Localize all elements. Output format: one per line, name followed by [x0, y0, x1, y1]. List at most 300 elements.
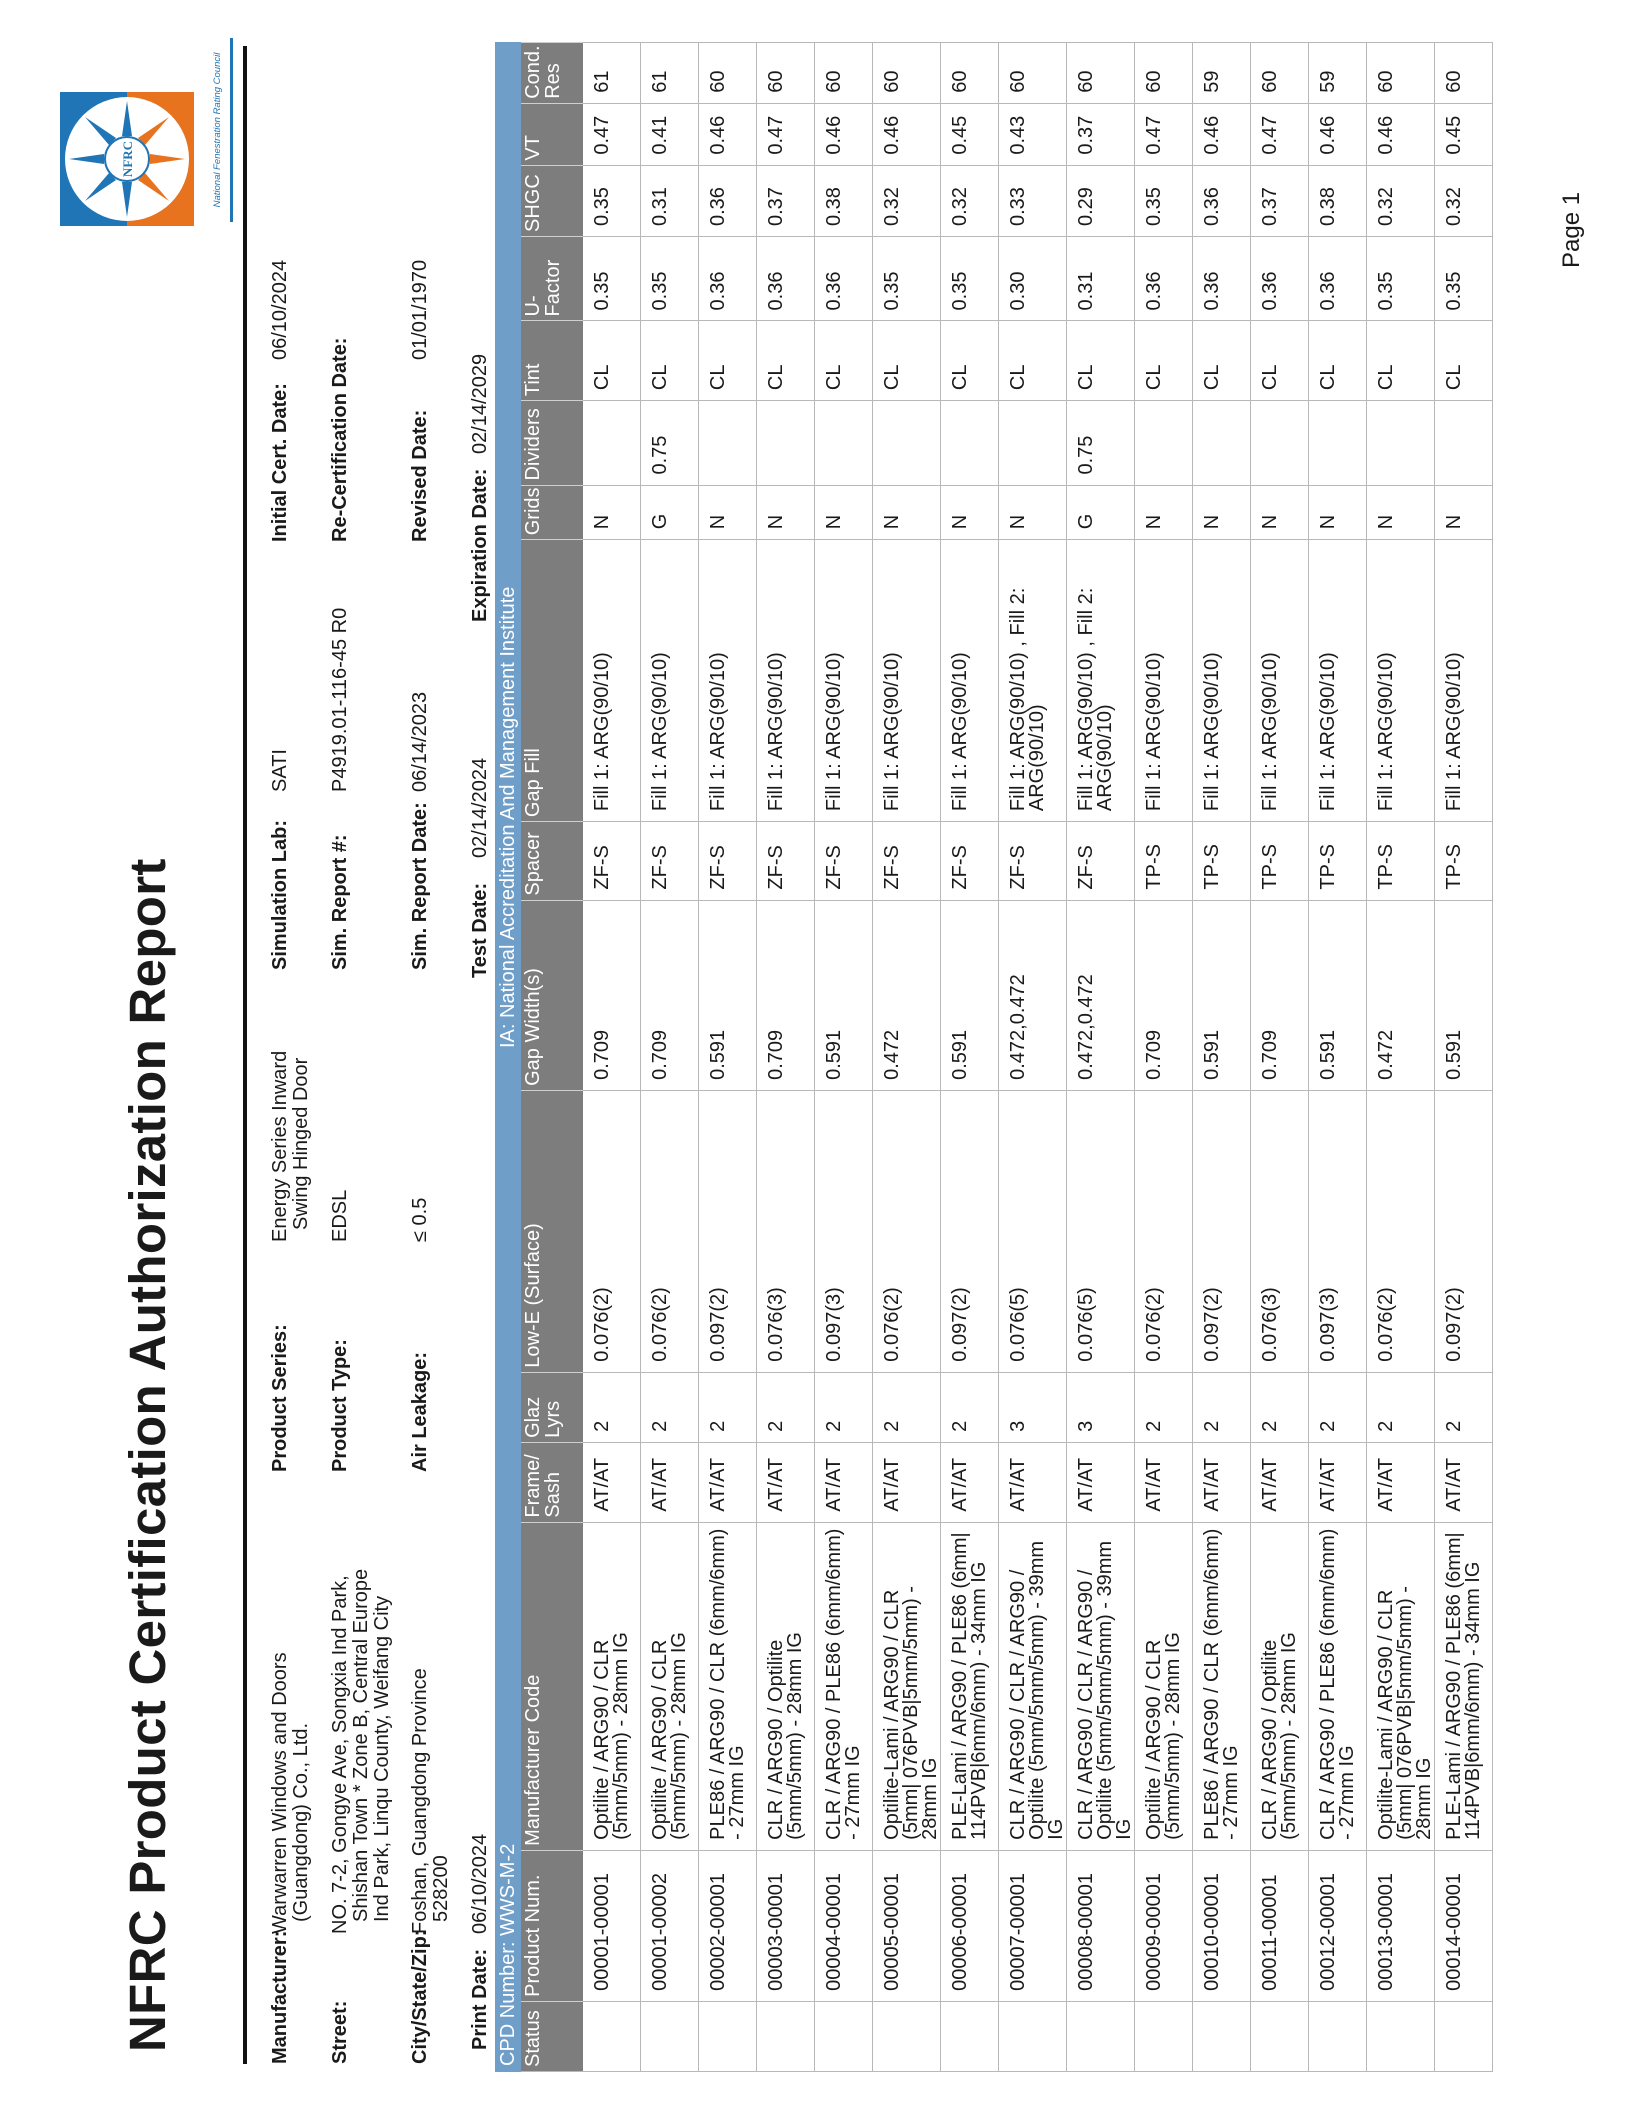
cell-glaz-lyrs: 3 [999, 1372, 1067, 1442]
table-header-row [521, 43, 583, 2072]
cell-frame-sash: AT/AT [999, 1442, 1067, 1522]
cell-u-factor: 0.31 [1067, 237, 1135, 321]
city-label: City/State/Zip: [409, 1929, 431, 2064]
cell-manufacturer-code: Optilite / ARG90 / CLR (5mm/5mm) - 28mm IG [641, 1522, 699, 1850]
cell-gap-fill: Fill 1: ARG(90/10) [699, 540, 757, 822]
cell-gap-width: 0.709 [583, 900, 641, 1090]
cell-gap-width: 0.591 [1193, 900, 1251, 1090]
cell-manufacturer-code: CLR / ARG90 / PLE86 (6mm/6mm) - 27mm IG [1309, 1522, 1367, 1850]
cell-status [1309, 2001, 1367, 2071]
cell-low-e: 0.076(2) [873, 1090, 941, 1372]
cell-dividers [873, 401, 941, 485]
city-value-2: 528200 [430, 1855, 452, 1922]
col-manufacturer-code: Manufacturer Code [521, 1522, 583, 1850]
sim-report-value: P4919.01-116-45 R0 [329, 607, 351, 792]
cell-vt: 0.47 [1251, 103, 1309, 165]
cell-gap-fill: Fill 1: ARG(90/10) [1251, 540, 1309, 822]
cell-shgc: 0.37 [757, 165, 815, 236]
cell-product-num: 00007-00001 [999, 1850, 1067, 2001]
cell-status [1435, 2001, 1493, 2071]
cell-frame-sash: AT/AT [1309, 1442, 1367, 1522]
cell-frame-sash: AT/AT [699, 1442, 757, 1522]
cell-spacer: ZF-S [757, 822, 815, 900]
cell-grids: N [1367, 485, 1435, 540]
product-series-label: Product Series: [269, 1324, 291, 1472]
ia-name: IA: National Accreditation And Management Institute [497, 586, 519, 1048]
cell-tint: CL [1135, 321, 1193, 401]
cell-gap-width: 0.591 [1309, 900, 1367, 1090]
cell-tint: CL [1309, 321, 1367, 401]
cell-gap-fill: Fill 1: ARG(90/10) [1193, 540, 1251, 822]
street-value-2: Shishan Town * Zone B, Central Europe [350, 1568, 372, 1922]
cell-status [757, 2001, 815, 2071]
cell-gap-width: 0.709 [1135, 900, 1193, 1090]
cell-dividers [1251, 401, 1309, 485]
cpd-number: CPD Number: WWS-M-2 [497, 1843, 519, 2066]
cell-manufacturer-code: CLR / ARG90 / PLE86 (6mm/6mm) - 27mm IG [815, 1522, 873, 1850]
cell-dividers: 0.75 [641, 401, 699, 485]
cell-spacer: ZF-S [941, 822, 999, 900]
cell-dividers [1309, 401, 1367, 485]
manufacturer-value-1: Warwarren Windows and Doors [269, 1652, 291, 1934]
table-row [583, 43, 641, 2072]
table-row [699, 43, 757, 2072]
cell-manufacturer-code: PLE86 / ARG90 / CLR (6mm/6mm) - 27mm IG [1193, 1522, 1251, 1850]
table-row [1193, 43, 1251, 2072]
cell-cond-res: 59 [1309, 43, 1367, 104]
cell-product-num: 00005-00001 [873, 1850, 941, 2001]
cell-gap-width: 0.591 [699, 900, 757, 1090]
cell-status [699, 2001, 757, 2071]
cell-tint: CL [873, 321, 941, 401]
cell-product-num: 00010-00001 [1193, 1850, 1251, 2001]
product-type-value: EDSL [329, 1189, 351, 1242]
cell-u-factor: 0.35 [641, 237, 699, 321]
expiration-value: 02/14/2029 [469, 353, 491, 454]
sim-report-date-label: Sim. Report Date: [409, 802, 431, 970]
products-table [521, 42, 1493, 2072]
logo-center-text: NFRC [120, 140, 135, 178]
cell-gap-fill: Fill 1: ARG(90/10) [583, 540, 641, 822]
cell-low-e: 0.076(2) [583, 1090, 641, 1372]
table-row [1367, 43, 1435, 2072]
product-type-label: Product Type: [329, 1339, 351, 1472]
cell-tint: CL [757, 321, 815, 401]
cell-glaz-lyrs: 2 [1309, 1372, 1367, 1442]
table-row [1435, 43, 1493, 2072]
cell-glaz-lyrs: 2 [757, 1372, 815, 1442]
cell-product-num: 00006-00001 [941, 1850, 999, 2001]
table-row [1067, 43, 1135, 2072]
street-value-3: Ind Park, Linqu County, Weifang City [371, 1595, 393, 1922]
cell-glaz-lyrs: 2 [1435, 1372, 1493, 1442]
cell-grids: N [699, 485, 757, 540]
cell-spacer: TP-S [1367, 822, 1435, 900]
cell-manufacturer-code: CLR / ARG90 / Optilite (5mm/5mm) - 28mm IG [1251, 1522, 1309, 1850]
page-number: Page 1 [1558, 191, 1585, 268]
table-row [1309, 43, 1367, 2072]
cell-grids: N [1435, 485, 1493, 540]
cell-shgc: 0.32 [941, 165, 999, 236]
cell-grids: N [1193, 485, 1251, 540]
cell-vt: 0.46 [699, 103, 757, 165]
cell-low-e: 0.097(3) [1309, 1090, 1367, 1372]
city-value-1: Foshan, Guangdong Province [409, 1668, 431, 1934]
cell-u-factor: 0.30 [999, 237, 1067, 321]
cell-vt: 0.46 [1193, 103, 1251, 165]
cell-u-factor: 0.36 [1309, 237, 1367, 321]
cell-shgc: 0.32 [873, 165, 941, 236]
cell-product-num: 00012-00001 [1309, 1850, 1367, 2001]
cell-low-e: 0.097(2) [1193, 1090, 1251, 1372]
cell-gap-fill: Fill 1: ARG(90/10) [1135, 540, 1193, 822]
cell-glaz-lyrs: 2 [815, 1372, 873, 1442]
cell-spacer: ZF-S [641, 822, 699, 900]
cell-tint: CL [999, 321, 1067, 401]
cell-vt: 0.45 [941, 103, 999, 165]
test-date-label: Test Date: [469, 882, 491, 978]
col-gap-fill: Gap Fill [521, 540, 583, 822]
cell-shgc: 0.35 [583, 165, 641, 236]
col-cond-res: Cond. Res [521, 43, 583, 104]
cell-shgc: 0.36 [1193, 165, 1251, 236]
cell-shgc: 0.38 [1309, 165, 1367, 236]
col-glaz-lyrs: Glaz Lyrs [521, 1372, 583, 1442]
cell-dividers [699, 401, 757, 485]
cell-spacer: TP-S [1435, 822, 1493, 900]
cell-spacer: ZF-S [1067, 822, 1135, 900]
cell-status [941, 2001, 999, 2071]
cell-u-factor: 0.36 [1135, 237, 1193, 321]
col-tint: Tint [521, 321, 583, 401]
air-leakage-value: ≤ 0.5 [409, 1197, 431, 1242]
cell-vt: 0.47 [757, 103, 815, 165]
cell-shgc: 0.32 [1435, 165, 1493, 236]
cell-dividers [1193, 401, 1251, 485]
cell-gap-width: 0.591 [1435, 900, 1493, 1090]
cell-u-factor: 0.35 [583, 237, 641, 321]
cell-glaz-lyrs: 2 [1251, 1372, 1309, 1442]
cell-gap-fill: Fill 1: ARG(90/10) [873, 540, 941, 822]
cell-u-factor: 0.36 [1193, 237, 1251, 321]
cell-status [641, 2001, 699, 2071]
cell-shgc: 0.32 [1367, 165, 1435, 236]
cell-low-e: 0.076(3) [757, 1090, 815, 1372]
cell-glaz-lyrs: 2 [699, 1372, 757, 1442]
cell-spacer: ZF-S [999, 822, 1067, 900]
table-row [873, 43, 941, 2072]
cell-low-e: 0.076(3) [1251, 1090, 1309, 1372]
cell-frame-sash: AT/AT [1435, 1442, 1493, 1522]
cell-dividers: 0.75 [1067, 401, 1135, 485]
table-row [641, 43, 699, 2072]
cell-cond-res: 60 [873, 43, 941, 104]
cell-glaz-lyrs: 2 [641, 1372, 699, 1442]
cell-vt: 0.43 [999, 103, 1067, 165]
cell-gap-width: 0.472 [1367, 900, 1435, 1090]
cell-dividers [1135, 401, 1193, 485]
product-series-value-2: Swing Hinged Door [290, 1057, 312, 1230]
cell-frame-sash: AT/AT [1135, 1442, 1193, 1522]
cell-vt: 0.37 [1067, 103, 1135, 165]
cpd-bar [495, 42, 521, 2072]
table-row [757, 43, 815, 2072]
revised-label: Revised Date: [409, 409, 431, 542]
street-value-1: NO. 7-2, Gongye Ave, Songxia Ind Park, [329, 1575, 351, 1934]
cell-vt: 0.47 [1135, 103, 1193, 165]
print-date-value: 06/10/2024 [469, 1833, 491, 1934]
cell-glaz-lyrs: 2 [1135, 1372, 1193, 1442]
cell-shgc: 0.37 [1251, 165, 1309, 236]
cell-u-factor: 0.35 [873, 237, 941, 321]
cell-manufacturer-code: PLE86 / ARG90 / CLR (6mm/6mm) - 27mm IG [699, 1522, 757, 1850]
cell-product-num: 00002-00001 [699, 1850, 757, 2001]
cell-shgc: 0.33 [999, 165, 1067, 236]
cell-gap-fill: Fill 1: ARG(90/10) [757, 540, 815, 822]
cell-frame-sash: AT/AT [1193, 1442, 1251, 1522]
revised-value: 01/01/1970 [409, 259, 431, 360]
cell-gap-width: 0.472,0.472 [999, 900, 1067, 1090]
cell-grids: N [757, 485, 815, 540]
col-dividers: Dividers [521, 401, 583, 485]
cell-glaz-lyrs: 2 [941, 1372, 999, 1442]
col-low-e: Low-E (Surface) [521, 1090, 583, 1372]
cell-spacer: TP-S [1135, 822, 1193, 900]
cell-manufacturer-code: CLR / ARG90 / CLR / ARG90 / Optilite (5mm/5mm/5mm) - 39mm IG [1067, 1522, 1135, 1850]
cell-shgc: 0.36 [699, 165, 757, 236]
cell-tint: CL [1435, 321, 1493, 401]
cell-cond-res: 60 [1067, 43, 1135, 104]
cell-glaz-lyrs: 3 [1067, 1372, 1135, 1442]
cell-low-e: 0.076(2) [1135, 1090, 1193, 1372]
cell-frame-sash: AT/AT [815, 1442, 873, 1522]
cell-low-e: 0.076(5) [999, 1090, 1067, 1372]
cell-frame-sash: AT/AT [1067, 1442, 1135, 1522]
cell-gap-fill: Fill 1: ARG(90/10) [1435, 540, 1493, 822]
cell-gap-width: 0.591 [815, 900, 873, 1090]
table-row [941, 43, 999, 2072]
cell-frame-sash: AT/AT [583, 1442, 641, 1522]
cell-tint: CL [941, 321, 999, 401]
cell-frame-sash: AT/AT [1251, 1442, 1309, 1522]
cell-manufacturer-code: CLR / ARG90 / CLR / ARG90 / Optilite (5mm/5mm/5mm) - 39mm IG [999, 1522, 1067, 1850]
cell-low-e: 0.097(3) [815, 1090, 873, 1372]
expiration-label: Expiration Date: [469, 468, 491, 622]
cell-u-factor: 0.36 [1251, 237, 1309, 321]
cell-gap-fill: Fill 1: ARG(90/10) , Fill 2: ARG(90/10) [1067, 540, 1135, 822]
cell-manufacturer-code: PLE-Lami / ARG90 / PLE86 (6mm| 114PVB|6mm/6mm) - 34mm IG [1435, 1522, 1493, 1850]
cell-cond-res: 60 [699, 43, 757, 104]
cell-vt: 0.47 [583, 103, 641, 165]
cell-low-e: 0.097(2) [699, 1090, 757, 1372]
cell-cond-res: 61 [641, 43, 699, 104]
cell-glaz-lyrs: 2 [1367, 1372, 1435, 1442]
cell-tint: CL [1193, 321, 1251, 401]
cell-status [1251, 2001, 1309, 2071]
simulation-lab-label: Simulation Lab: [269, 820, 291, 970]
cell-spacer: TP-S [1193, 822, 1251, 900]
cell-gap-width: 0.591 [941, 900, 999, 1090]
cell-cond-res: 60 [1135, 43, 1193, 104]
cell-grids: N [1135, 485, 1193, 540]
recert-label: Re-Certification Date: [329, 337, 351, 542]
cell-u-factor: 0.36 [815, 237, 873, 321]
cell-manufacturer-code: Optilite / ARG90 / CLR (5mm/5mm) - 28mm IG [583, 1522, 641, 1850]
cell-dividers [757, 401, 815, 485]
cell-cond-res: 60 [941, 43, 999, 104]
cell-tint: CL [583, 321, 641, 401]
cell-low-e: 0.076(5) [1067, 1090, 1135, 1372]
cell-gap-width: 0.472,0.472 [1067, 900, 1135, 1090]
cell-gap-width: 0.472 [873, 900, 941, 1090]
cell-status [1367, 2001, 1435, 2071]
cell-status [1067, 2001, 1135, 2071]
cell-shgc: 0.31 [641, 165, 699, 236]
cell-u-factor: 0.35 [1367, 237, 1435, 321]
cell-spacer: ZF-S [815, 822, 873, 900]
table-row [815, 43, 873, 2072]
cell-vt: 0.46 [815, 103, 873, 165]
cell-vt: 0.46 [873, 103, 941, 165]
cell-grids: N [583, 485, 641, 540]
cell-status [815, 2001, 873, 2071]
sim-report-date-value: 06/14/2023 [409, 691, 431, 792]
initial-cert-label: Initial Cert. Date: [269, 383, 291, 542]
table-row [999, 43, 1067, 2072]
table-row [1135, 43, 1193, 2072]
cell-cond-res: 60 [1367, 43, 1435, 104]
cell-manufacturer-code: PLE-Lami / ARG90 / PLE86 (6mm| 114PVB|6mm/6mm) - 34mm IG [941, 1522, 999, 1850]
cell-grids: N [1251, 485, 1309, 540]
sim-report-label: Sim. Report #: [329, 834, 351, 970]
cell-u-factor: 0.35 [941, 237, 999, 321]
cell-manufacturer-code: Optilite / ARG90 / CLR (5mm/5mm) - 28mm IG [1135, 1522, 1193, 1850]
cell-gap-fill: Fill 1: ARG(90/10) [1309, 540, 1367, 822]
cell-gap-fill: Fill 1: ARG(90/10) [641, 540, 699, 822]
cell-status [1135, 2001, 1193, 2071]
cell-shgc: 0.35 [1135, 165, 1193, 236]
cell-spacer: ZF-S [873, 822, 941, 900]
cell-dividers [583, 401, 641, 485]
cell-vt: 0.46 [1367, 103, 1435, 165]
cell-dividers [999, 401, 1067, 485]
cell-shgc: 0.38 [815, 165, 873, 236]
cell-product-num: 00008-00001 [1067, 1850, 1135, 2001]
cell-vt: 0.46 [1309, 103, 1367, 165]
cell-spacer: TP-S [1251, 822, 1309, 900]
col-u-factor: U-Factor [521, 237, 583, 321]
cell-vt: 0.45 [1435, 103, 1493, 165]
table-row [1251, 43, 1309, 2072]
page-title: NFRC Product Certification Authorization Report [119, 858, 176, 2052]
cell-cond-res: 60 [1251, 43, 1309, 104]
cell-cond-res: 60 [999, 43, 1067, 104]
cell-manufacturer-code: CLR / ARG90 / Optilite (5mm/5mm) - 28mm IG [757, 1522, 815, 1850]
air-leakage-label: Air Leakage: [409, 1351, 431, 1472]
cell-frame-sash: AT/AT [757, 1442, 815, 1522]
cell-u-factor: 0.35 [1435, 237, 1493, 321]
cell-frame-sash: AT/AT [1367, 1442, 1435, 1522]
cell-grids: N [1309, 485, 1367, 540]
cell-glaz-lyrs: 2 [1193, 1372, 1251, 1442]
col-gap-width: Gap Width(s) [521, 900, 583, 1090]
cell-gap-fill: Fill 1: ARG(90/10) [815, 540, 873, 822]
street-label: Street: [329, 2000, 351, 2064]
cell-product-num: 00009-00001 [1135, 1850, 1193, 2001]
cell-product-num: 00001-00001 [583, 1850, 641, 2001]
cell-glaz-lyrs: 2 [583, 1372, 641, 1442]
cell-cond-res: 61 [583, 43, 641, 104]
cell-grids: N [815, 485, 873, 540]
cell-grids: N [941, 485, 999, 540]
cell-status [1193, 2001, 1251, 2071]
cell-product-num: 00003-00001 [757, 1850, 815, 2001]
cell-grids: G [641, 485, 699, 540]
cell-grids: G [1067, 485, 1135, 540]
cell-manufacturer-code: Optilite-Lami / ARG90 / CLR (5mm| 076PVB|5mm/5mm) - 28mm IG [873, 1522, 941, 1850]
print-date-label: Print Date: [469, 1948, 491, 2050]
cell-frame-sash: AT/AT [641, 1442, 699, 1522]
cell-dividers [1435, 401, 1493, 485]
cell-tint: CL [641, 321, 699, 401]
cell-tint: CL [815, 321, 873, 401]
cell-gap-width: 0.709 [641, 900, 699, 1090]
cell-dividers [1367, 401, 1435, 485]
cell-product-num: 00004-00001 [815, 1850, 873, 2001]
cell-vt: 0.41 [641, 103, 699, 165]
cell-spacer: ZF-S [583, 822, 641, 900]
cell-gap-width: 0.709 [1251, 900, 1309, 1090]
cell-tint: CL [1067, 321, 1135, 401]
cell-cond-res: 60 [1435, 43, 1493, 104]
cell-tint: CL [1251, 321, 1309, 401]
product-series-value-1: Energy Series Inward [269, 1050, 291, 1242]
manufacturer-value-2: (Guangdong) Co., Ltd. [290, 1722, 312, 1922]
initial-cert-value: 06/10/2024 [269, 259, 291, 360]
cell-grids: N [999, 485, 1067, 540]
cell-gap-width: 0.709 [757, 900, 815, 1090]
cell-status [999, 2001, 1067, 2071]
cell-shgc: 0.29 [1067, 165, 1135, 236]
cell-dividers [941, 401, 999, 485]
cell-product-num: 00001-00002 [641, 1850, 699, 2001]
cell-cond-res: 60 [815, 43, 873, 104]
manufacturer-label: Manufacturer: [269, 1930, 291, 2064]
cell-tint: CL [699, 321, 757, 401]
cell-gap-fill: Fill 1: ARG(90/10) , Fill 2: ARG(90/10) [999, 540, 1067, 822]
cell-frame-sash: AT/AT [941, 1442, 999, 1522]
col-product-num: Product Num. [521, 1850, 583, 2001]
cell-frame-sash: AT/AT [873, 1442, 941, 1522]
cell-low-e: 0.097(2) [941, 1090, 999, 1372]
cell-tint: CL [1367, 321, 1435, 401]
col-grids: Grids [521, 485, 583, 540]
cell-dividers [815, 401, 873, 485]
cell-grids: N [873, 485, 941, 540]
cell-status [873, 2001, 941, 2071]
cell-manufacturer-code: Optilite-Lami / ARG90 / CLR (5mm| 076PVB|5mm/5mm) - 28mm IG [1367, 1522, 1435, 1850]
col-shgc: SHGC [521, 165, 583, 236]
logo-caption: National Fenestration Rating Council [212, 52, 223, 208]
col-vt: VT [521, 103, 583, 165]
cell-low-e: 0.076(2) [641, 1090, 699, 1372]
cell-low-e: 0.076(2) [1367, 1090, 1435, 1372]
col-frame-sash: Frame/ Sash [521, 1442, 583, 1522]
cell-product-num: 00014-00001 [1435, 1850, 1493, 2001]
cell-low-e: 0.097(2) [1435, 1090, 1493, 1372]
cell-product-num: 00011-00001 [1251, 1850, 1309, 2001]
cell-cond-res: 60 [757, 43, 815, 104]
